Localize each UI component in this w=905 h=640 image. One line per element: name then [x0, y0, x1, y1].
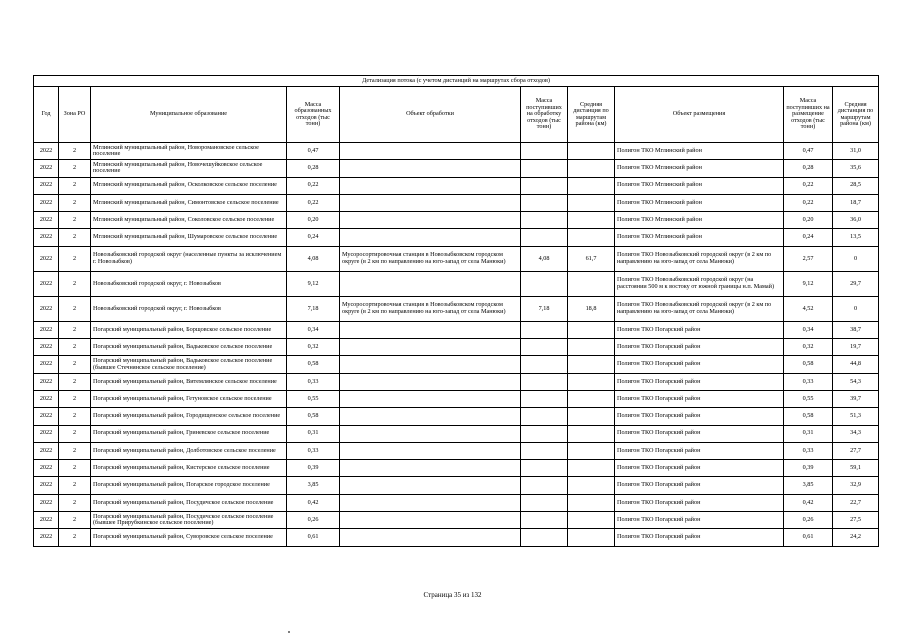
cell-processing-object: Мусоросортировочная станция в Новозыбковском городском округе (в 2 км по направлению на юго-запад от села Манюки) [340, 296, 521, 321]
cell-processing-distance [568, 408, 615, 425]
cell-processing-mass [521, 356, 568, 373]
table-row [34, 356, 879, 373]
cell-processing-distance [568, 356, 615, 373]
table-row [34, 477, 879, 494]
cell-municipality: Погарский муниципальный район, Витемлянское сельское поселение [91, 373, 287, 390]
cell-year: 2022 [34, 246, 59, 271]
cell-disposal-object: Полигон ТКО Погарский район [615, 339, 784, 356]
table-row [34, 494, 879, 511]
header-year: Год [34, 87, 59, 143]
table-row [34, 321, 879, 338]
cell-disposal-object: Полигон ТКО Погарский район [615, 373, 784, 390]
cell-disposal-mass: 0,33 [784, 373, 833, 390]
cell-disposal-mass: 0,58 [784, 356, 833, 373]
cell-waste-mass: 0,42 [287, 494, 340, 511]
cell-disposal-mass: 0,22 [784, 194, 833, 211]
cell-disposal-object: Полигон ТКО Погарский район [615, 477, 784, 494]
cell-processing-object [340, 143, 521, 160]
cell-processing-object [340, 373, 521, 390]
cell-municipality: Новозыбковский городской округ, г. Новозыбков [91, 296, 287, 321]
cell-processing-mass [521, 442, 568, 459]
scan-dot [288, 631, 290, 633]
cell-processing-distance [568, 271, 615, 296]
cell-zone: 2 [59, 373, 91, 390]
cell-waste-mass: 0,32 [287, 339, 340, 356]
cell-municipality: Погарский муниципальный район, Борщовское сельское поселение [91, 321, 287, 338]
cell-waste-mass: 0,22 [287, 177, 340, 194]
cell-disposal-mass: 0,34 [784, 321, 833, 338]
cell-year: 2022 [34, 339, 59, 356]
cell-processing-mass [521, 339, 568, 356]
cell-waste-mass: 9,12 [287, 271, 340, 296]
table-title: Детализация потока (с учетом дистанций на маршрутах сбора отходов) [34, 76, 879, 87]
cell-disposal-object: Полигон ТКО Мглинский район [615, 177, 784, 194]
cell-disposal-mass: 9,12 [784, 271, 833, 296]
header-municipality: Муниципальное образование [91, 87, 287, 143]
table-body [34, 143, 879, 547]
cell-zone: 2 [59, 390, 91, 407]
cell-zone: 2 [59, 296, 91, 321]
cell-municipality: Погарский муниципальный район, Гриневское сельское поселение [91, 425, 287, 442]
cell-zone: 2 [59, 477, 91, 494]
cell-disposal-distance: 31,0 [833, 143, 879, 160]
cell-disposal-mass: 0,24 [784, 229, 833, 246]
cell-zone: 2 [59, 442, 91, 459]
cell-disposal-mass: 0,26 [784, 512, 833, 529]
table-row [34, 246, 879, 271]
table-row [34, 373, 879, 390]
cell-processing-mass [521, 212, 568, 229]
cell-disposal-distance: 35,6 [833, 160, 879, 177]
cell-year: 2022 [34, 160, 59, 177]
cell-zone: 2 [59, 160, 91, 177]
cell-disposal-distance: 32,9 [833, 477, 879, 494]
cell-disposal-distance: 34,3 [833, 425, 879, 442]
cell-waste-mass: 0,24 [287, 229, 340, 246]
cell-disposal-object: Полигон ТКО Погарский район [615, 356, 784, 373]
table-row [34, 160, 879, 177]
page-number: Страница 35 из 132 [423, 591, 482, 599]
cell-disposal-distance: 18,7 [833, 194, 879, 211]
cell-waste-mass: 0,20 [287, 212, 340, 229]
cell-year: 2022 [34, 442, 59, 459]
cell-year: 2022 [34, 356, 59, 373]
cell-waste-mass: 0,33 [287, 442, 340, 459]
cell-waste-mass: 0,31 [287, 425, 340, 442]
cell-disposal-object: Полигон ТКО Мглинский район [615, 194, 784, 211]
header-disposal-mass: Масса поступивших на размещение отходов (тыс тонн) [784, 87, 833, 143]
cell-processing-mass [521, 390, 568, 407]
cell-processing-mass [521, 143, 568, 160]
cell-municipality: Погарский муниципальный район, Посудичское сельское поселение (бывшее Прирубкинское сельское поселение) [91, 512, 287, 529]
cell-zone: 2 [59, 425, 91, 442]
cell-municipality: Мглинский муниципальный район, Новоромановское сельское поселение [91, 143, 287, 160]
table-row [34, 296, 879, 321]
cell-processing-object [340, 390, 521, 407]
cell-processing-distance [568, 177, 615, 194]
cell-processing-object [340, 194, 521, 211]
cell-processing-mass [521, 425, 568, 442]
cell-zone: 2 [59, 246, 91, 271]
cell-year: 2022 [34, 529, 59, 546]
cell-processing-object [340, 442, 521, 459]
cell-processing-object [340, 271, 521, 296]
cell-municipality: Мглинский муниципальный район, Симонтовское сельское поселение [91, 194, 287, 211]
cell-municipality: Погарский муниципальный район, Посудичское сельское поселение [91, 494, 287, 511]
cell-processing-object [340, 477, 521, 494]
cell-disposal-distance: 0 [833, 246, 879, 271]
cell-disposal-mass: 0,55 [784, 390, 833, 407]
cell-processing-distance [568, 160, 615, 177]
cell-waste-mass: 0,61 [287, 529, 340, 546]
cell-processing-object [340, 529, 521, 546]
cell-processing-object [340, 212, 521, 229]
cell-processing-distance [568, 321, 615, 338]
cell-disposal-mass: 0,61 [784, 529, 833, 546]
cell-disposal-object: Полигон ТКО Погарский район [615, 512, 784, 529]
cell-processing-distance [568, 442, 615, 459]
cell-processing-distance [568, 229, 615, 246]
cell-waste-mass: 0,58 [287, 356, 340, 373]
cell-processing-distance [568, 512, 615, 529]
cell-processing-object [340, 494, 521, 511]
cell-year: 2022 [34, 494, 59, 511]
cell-processing-object [340, 460, 521, 477]
cell-municipality: Погарский муниципальный район, Погарское городское поселение [91, 477, 287, 494]
cell-disposal-object: Полигон ТКО Погарский район [615, 494, 784, 511]
header-disposal-object: Объект размещения [615, 87, 784, 143]
table-row [34, 194, 879, 211]
cell-disposal-distance: 28,5 [833, 177, 879, 194]
cell-zone: 2 [59, 321, 91, 338]
cell-disposal-distance: 51,3 [833, 408, 879, 425]
cell-municipality: Новозыбковский городской округ, г. Новозыбков [91, 271, 287, 296]
cell-processing-distance [568, 425, 615, 442]
cell-disposal-mass: 0,58 [784, 408, 833, 425]
cell-processing-mass [521, 529, 568, 546]
cell-disposal-object: Полигон ТКО Мглинский район [615, 160, 784, 177]
table-row [34, 143, 879, 160]
cell-processing-object [340, 229, 521, 246]
table-row [34, 212, 879, 229]
header-disposal-distance: Средняя дистанция по маршрутам района (км) [833, 87, 879, 143]
cell-disposal-object: Полигон ТКО Погарский район [615, 442, 784, 459]
cell-processing-distance [568, 494, 615, 511]
header-processing-object: Объект обработки [340, 87, 521, 143]
cell-waste-mass: 0,28 [287, 160, 340, 177]
cell-waste-mass: 0,58 [287, 408, 340, 425]
cell-processing-distance: 18,8 [568, 296, 615, 321]
cell-disposal-object: Полигон ТКО Новозыбковский городской округ (в 2 км по направлению на юго-запад от села Манюки) [615, 296, 784, 321]
cell-year: 2022 [34, 212, 59, 229]
cell-disposal-distance: 59,1 [833, 460, 879, 477]
cell-disposal-mass: 0,39 [784, 460, 833, 477]
cell-processing-mass [521, 460, 568, 477]
header-processing-distance: Средняя дистанция по маршрутам района (км) [568, 87, 615, 143]
cell-municipality: Погарский муниципальный район, Долботовское сельское поселение [91, 442, 287, 459]
cell-disposal-object: Полигон ТКО Мглинский район [615, 212, 784, 229]
cell-processing-distance [568, 339, 615, 356]
table-row [34, 442, 879, 459]
cell-zone: 2 [59, 408, 91, 425]
cell-zone: 2 [59, 512, 91, 529]
cell-waste-mass: 7,18 [287, 296, 340, 321]
cell-processing-mass [521, 494, 568, 511]
cell-municipality: Мглинский муниципальный район, Соколовское сельское поселение [91, 212, 287, 229]
table-row [34, 229, 879, 246]
cell-year: 2022 [34, 373, 59, 390]
cell-zone: 2 [59, 356, 91, 373]
table-row [34, 271, 879, 296]
cell-disposal-distance: 27,5 [833, 512, 879, 529]
cell-processing-mass: 7,18 [521, 296, 568, 321]
cell-processing-mass [521, 160, 568, 177]
cell-year: 2022 [34, 425, 59, 442]
cell-municipality: Мглинский муниципальный район, Шумаровское сельское поселение [91, 229, 287, 246]
header-waste-mass: Масса образованных отходов (тыс тонн) [287, 87, 340, 143]
cell-disposal-object: Полигон ТКО Погарский район [615, 390, 784, 407]
table-row [34, 529, 879, 546]
cell-disposal-mass: 0,47 [784, 143, 833, 160]
cell-disposal-distance: 36,0 [833, 212, 879, 229]
cell-processing-object [340, 321, 521, 338]
table-row [34, 390, 879, 407]
waste-flow-table [33, 75, 879, 547]
cell-year: 2022 [34, 460, 59, 477]
cell-disposal-mass: 0,33 [784, 442, 833, 459]
cell-zone: 2 [59, 177, 91, 194]
cell-processing-distance [568, 460, 615, 477]
cell-processing-mass [521, 194, 568, 211]
cell-disposal-distance: 19,7 [833, 339, 879, 356]
cell-processing-mass [521, 408, 568, 425]
cell-waste-mass: 0,26 [287, 512, 340, 529]
cell-disposal-distance: 38,7 [833, 321, 879, 338]
cell-disposal-mass: 0,20 [784, 212, 833, 229]
cell-disposal-distance: 0 [833, 296, 879, 321]
cell-processing-object [340, 160, 521, 177]
cell-processing-distance [568, 143, 615, 160]
cell-municipality: Новозыбковский городской округ (населенные пункты за исключением г. Новозыбков) [91, 246, 287, 271]
cell-processing-distance [568, 194, 615, 211]
cell-processing-distance [568, 390, 615, 407]
cell-waste-mass: 0,55 [287, 390, 340, 407]
cell-disposal-mass: 0,28 [784, 160, 833, 177]
cell-disposal-mass: 3,85 [784, 477, 833, 494]
cell-processing-distance [568, 373, 615, 390]
cell-processing-object [340, 356, 521, 373]
cell-processing-mass [521, 321, 568, 338]
cell-year: 2022 [34, 271, 59, 296]
cell-processing-mass: 4,08 [521, 246, 568, 271]
cell-year: 2022 [34, 390, 59, 407]
cell-zone: 2 [59, 460, 91, 477]
cell-year: 2022 [34, 143, 59, 160]
cell-municipality: Мглинский муниципальный район, Осколковское сельское поселение [91, 177, 287, 194]
cell-waste-mass: 0,33 [287, 373, 340, 390]
cell-disposal-distance: 39,7 [833, 390, 879, 407]
cell-processing-mass [521, 512, 568, 529]
cell-zone: 2 [59, 229, 91, 246]
cell-disposal-distance: 29,7 [833, 271, 879, 296]
cell-zone: 2 [59, 143, 91, 160]
cell-processing-object [340, 339, 521, 356]
cell-disposal-mass: 2,57 [784, 246, 833, 271]
cell-disposal-distance: 24,2 [833, 529, 879, 546]
table-row [34, 339, 879, 356]
cell-processing-object [340, 425, 521, 442]
cell-processing-object: Мусоросортировочная станция в Новозыбковском городском округе (в 2 км по направлению на юго-запад от села Манюки) [340, 246, 521, 271]
cell-processing-mass [521, 271, 568, 296]
cell-processing-distance [568, 212, 615, 229]
cell-zone: 2 [59, 529, 91, 546]
cell-disposal-object: Полигон ТКО Погарский район [615, 460, 784, 477]
cell-waste-mass: 0,22 [287, 194, 340, 211]
cell-year: 2022 [34, 194, 59, 211]
cell-zone: 2 [59, 212, 91, 229]
cell-disposal-object: Полигон ТКО Погарский район [615, 529, 784, 546]
cell-disposal-mass: 0,42 [784, 494, 833, 511]
table-row [34, 425, 879, 442]
cell-disposal-object: Полигон ТКО Погарский район [615, 321, 784, 338]
cell-disposal-object: Полигон ТКО Погарский район [615, 408, 784, 425]
cell-disposal-object: Полигон ТКО Погарский район [615, 425, 784, 442]
table-row [34, 177, 879, 194]
cell-municipality: Погарский муниципальный район, Городищенское сельское поселение [91, 408, 287, 425]
header-processing-mass: Масса поступивших на обработку отходов (тыс тонн) [521, 87, 568, 143]
cell-processing-mass [521, 229, 568, 246]
cell-processing-object [340, 408, 521, 425]
cell-disposal-mass: 4,52 [784, 296, 833, 321]
cell-zone: 2 [59, 271, 91, 296]
cell-processing-mass [521, 477, 568, 494]
cell-processing-mass [521, 373, 568, 390]
cell-municipality: Погарский муниципальный район, Гетуновское сельское поселение [91, 390, 287, 407]
cell-processing-mass [521, 177, 568, 194]
cell-year: 2022 [34, 512, 59, 529]
cell-municipality: Погарский муниципальный район, Вадьковское сельское поселение (бывшее Стечнянское сельское поселение) [91, 356, 287, 373]
cell-year: 2022 [34, 477, 59, 494]
cell-municipality: Мглинский муниципальный район, Новочешуйковское сельское поселение [91, 160, 287, 177]
cell-disposal-object: Полигон ТКО Новозыбковский городской округ (на расстоянии 500 м к востоку от южной границы н.п. Мамай) [615, 271, 784, 296]
cell-zone: 2 [59, 194, 91, 211]
header-zone: Зона РО [59, 87, 91, 143]
cell-zone: 2 [59, 494, 91, 511]
cell-disposal-mass: 0,32 [784, 339, 833, 356]
cell-disposal-distance: 54,3 [833, 373, 879, 390]
cell-disposal-distance: 13,5 [833, 229, 879, 246]
cell-disposal-object: Полигон ТКО Новозыбковский городской округ (в 2 км по направлению на юго-запад от села Манюки) [615, 246, 784, 271]
cell-waste-mass: 0,47 [287, 143, 340, 160]
cell-processing-distance [568, 529, 615, 546]
cell-disposal-object: Полигон ТКО Мглинский район [615, 229, 784, 246]
cell-processing-distance: 61,7 [568, 246, 615, 271]
cell-zone: 2 [59, 339, 91, 356]
table-row [34, 460, 879, 477]
cell-municipality: Погарский муниципальный район, Вадьковское сельское поселение [91, 339, 287, 356]
table-row [34, 408, 879, 425]
cell-year: 2022 [34, 296, 59, 321]
cell-year: 2022 [34, 229, 59, 246]
cell-waste-mass: 4,08 [287, 246, 340, 271]
cell-processing-object [340, 512, 521, 529]
cell-municipality: Погарский муниципальный район, Кистерское сельское поселение [91, 460, 287, 477]
cell-municipality: Погарский муниципальный район, Суворовское сельское поселение [91, 529, 287, 546]
cell-disposal-distance: 44,8 [833, 356, 879, 373]
cell-disposal-distance: 27,7 [833, 442, 879, 459]
cell-waste-mass: 3,85 [287, 477, 340, 494]
cell-waste-mass: 0,34 [287, 321, 340, 338]
cell-processing-object [340, 177, 521, 194]
cell-disposal-mass: 0,31 [784, 425, 833, 442]
cell-year: 2022 [34, 321, 59, 338]
cell-year: 2022 [34, 408, 59, 425]
cell-disposal-distance: 22,7 [833, 494, 879, 511]
table-row [34, 512, 879, 529]
cell-disposal-object: Полигон ТКО Мглинский район [615, 143, 784, 160]
cell-processing-distance [568, 477, 615, 494]
cell-waste-mass: 0,39 [287, 460, 340, 477]
cell-year: 2022 [34, 177, 59, 194]
cell-disposal-mass: 0,22 [784, 177, 833, 194]
